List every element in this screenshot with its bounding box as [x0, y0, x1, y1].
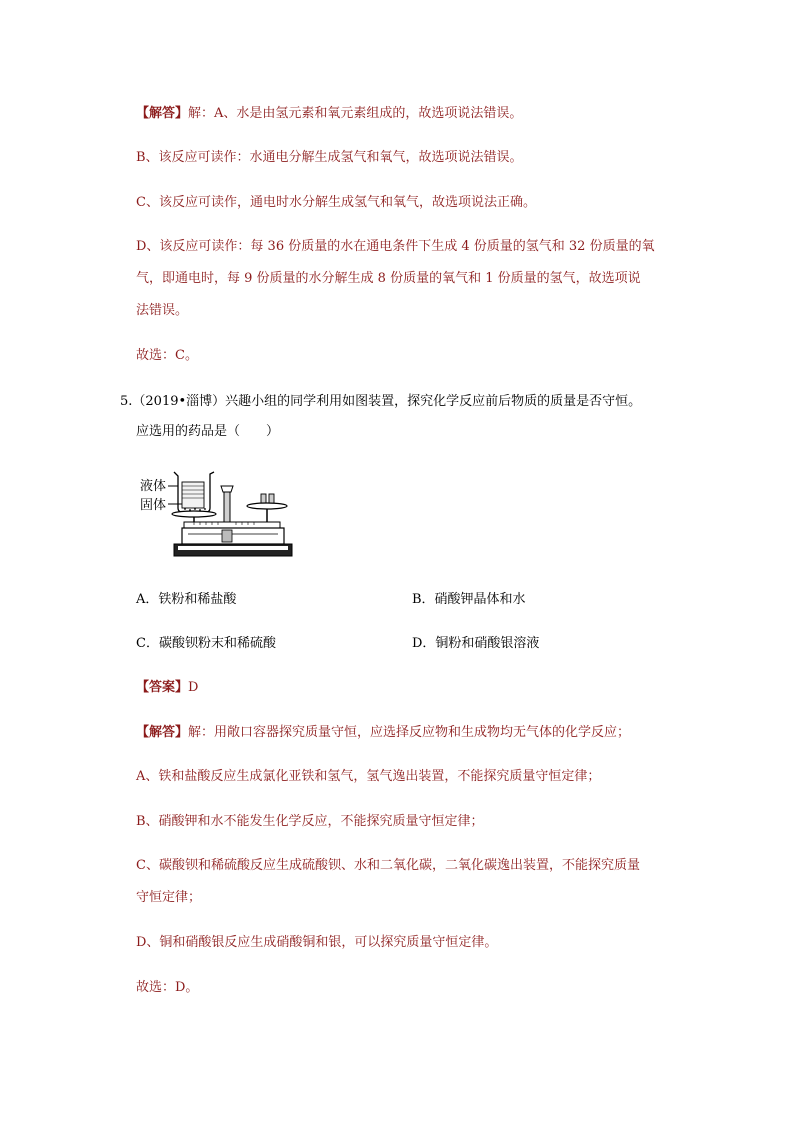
solution-line-d: D、铜和硝酸银反应生成硝酸铜和银，可以探究质量守恒定律。: [136, 935, 498, 950]
solution-line-c2: 守恒定律；: [136, 890, 202, 905]
solution-tag: 【解答】: [136, 106, 189, 121]
question-number: 5.: [120, 394, 133, 409]
question-stem-line2: 应选用的药品是（ ）: [136, 424, 280, 439]
solution-tag: 【解答】: [136, 725, 189, 740]
option-c: C．碳酸钡粉末和稀硫酸: [136, 636, 276, 651]
answer-value: D: [188, 680, 199, 695]
balance-body: [182, 528, 284, 544]
balance-apparatus-figure: [138, 468, 298, 566]
answer-line: [136, 678, 198, 698]
solution-answer: 故选：D。: [136, 980, 199, 995]
left-pan: [172, 511, 216, 517]
option-a: A．铁粉和稀盐酸: [136, 592, 237, 607]
solution-intro-text: 解：用敞口容器探究质量守恒，应选择反应物和生成物均无气体的化学反应；: [188, 725, 631, 740]
solution-line-c1: C、碳酸钡和稀硫酸反应生成硫酸钡、水和二氧化碳，二氧化碳逸出装置，不能探究质量: [136, 858, 640, 873]
figure-label-liquid: 液体: [140, 478, 167, 493]
prev-solution-line-d3: 法错误。: [136, 303, 189, 318]
prev-solution-line-c: C、该反应可读作，通电时水分解生成氢气和氧气，故选项说法正确。: [136, 195, 536, 210]
question-stem-line1: [120, 392, 641, 412]
prev-solution-line-d1: D、该反应可读作：每 36 份质量的水在通电条件下生成 4 份质量的氢气和 32 份质量的氧: [136, 239, 655, 254]
answer-tag: 【答案】: [136, 680, 189, 695]
solution-line-a: A、铁和盐酸反应生成氯化亚铁和氢气，氢气逸出装置，不能探究质量守恒定律；: [136, 769, 601, 784]
prev-solution-line-a: [136, 104, 522, 124]
option-d: D．铜粉和硝酸银溶液: [412, 636, 540, 651]
solution-text: 解：A、水是由氢元素和氧元素组成的，故选项说法错误。: [188, 106, 523, 121]
option-b: B．硝酸钾晶体和水: [412, 592, 526, 607]
right-pan: [247, 503, 287, 509]
figure-label-solid: 固体: [140, 497, 167, 512]
question-stem-text: （2019•淄博）兴趣小组的同学利用如图装置，探究化学反应前后物质的质量是否守恒。: [132, 394, 642, 409]
prev-solution-answer: 故选：C。: [136, 348, 198, 363]
solution-intro: [136, 723, 630, 743]
prev-solution-line-b: B、该反应可读作：水通电分解生成氢气和氧气，故选项说法错误。: [136, 150, 523, 165]
prev-solution-line-d2: 气，即通电时，每 9 份质量的水分解生成 8 份质量的氧气和 1 份质量的氢气，故选项说: [136, 271, 641, 286]
balance-beam: [184, 522, 280, 528]
solution-line-b: B、硝酸钾和水不能发生化学反应，不能探究质量守恒定律；: [136, 814, 484, 829]
